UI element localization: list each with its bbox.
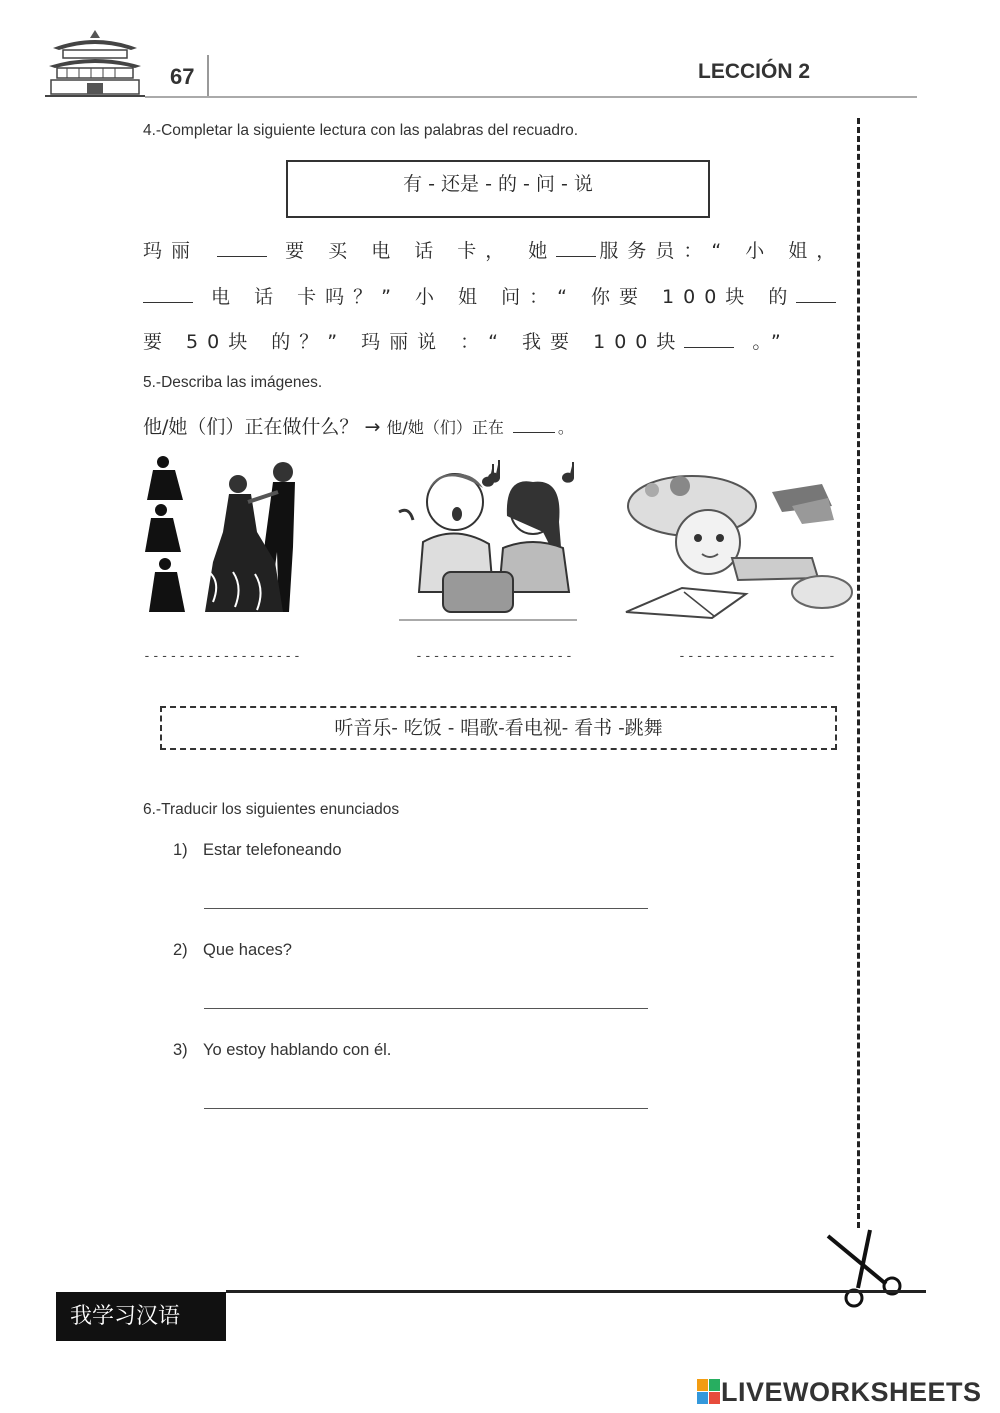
temple-icon xyxy=(45,28,145,100)
cut-line xyxy=(857,118,860,1228)
translate-item-2 xyxy=(173,941,292,960)
reading-text: 服务员：“ 小 姐， xyxy=(599,240,845,262)
footer-label: 我学习汉语 xyxy=(56,1292,226,1341)
dancing-couple-image xyxy=(143,452,313,622)
item-number: 3) xyxy=(173,1041,188,1059)
reading-text: 。” xyxy=(752,331,790,353)
blank-4[interactable] xyxy=(796,301,836,303)
translate-item-3 xyxy=(173,1041,391,1060)
reading-text: 要 50块 的？” 玛丽说 ：“ 我要 100块 xyxy=(143,331,685,353)
prompt-blank xyxy=(513,431,555,433)
prompt-end: 。 xyxy=(557,418,574,437)
q4-title: 4.-Completar la siguiente lectura con las palabras del recuadro. xyxy=(143,122,579,139)
item-text: Que haces? xyxy=(203,941,292,959)
prompt-question: 他/她（们）正在做什么？ xyxy=(143,416,359,438)
answer-line-3[interactable] xyxy=(204,1108,648,1109)
scissors-icon xyxy=(818,1228,908,1308)
blank-3[interactable] xyxy=(143,301,193,303)
header-rule xyxy=(145,96,917,98)
q5-title: 5.-Describa las imágenes. xyxy=(143,374,323,391)
lesson-title: LECCIÓN 2 xyxy=(698,60,811,83)
activities-box: 听音乐- 吃饭 - 唱歌-看电视- 看书 -跳舞 xyxy=(160,706,837,750)
answer-dash-3[interactable]: ------------------ xyxy=(678,649,837,664)
answer-dash-1[interactable]: ------------------ xyxy=(143,649,302,664)
reading-line-1 xyxy=(143,236,844,263)
blank-1[interactable] xyxy=(217,255,267,257)
header-divider xyxy=(207,55,209,97)
translate-item-1 xyxy=(173,841,342,860)
answer-line-1[interactable] xyxy=(204,908,648,909)
brand-text: LIVEWORKSHEETS xyxy=(721,1376,982,1407)
page-number: 67 xyxy=(170,64,195,89)
liveworksheets-logo xyxy=(697,1378,982,1406)
reading-text: 要 买 电 话 卡， 她 xyxy=(285,240,557,262)
prompt-answer-start: 他/她（们）正在 xyxy=(386,418,504,437)
item-text: Estar telefoneando xyxy=(203,841,342,859)
reading-text: 玛丽 xyxy=(143,240,200,262)
reading-line-3 xyxy=(143,327,790,354)
answer-dash-2[interactable]: ------------------ xyxy=(415,649,574,664)
singing-children-image xyxy=(393,452,583,622)
reading-text: 电 话 卡吗？” 小 姐 问：“ 你要 100块 的 xyxy=(211,286,797,308)
item-text: Yo estoy hablando con él. xyxy=(203,1041,392,1059)
blank-2[interactable] xyxy=(556,255,596,257)
answer-line-2[interactable] xyxy=(204,1008,648,1009)
q6-title: 6.-Traducir los siguientes enunciados xyxy=(143,801,400,818)
arrow-icon: → xyxy=(364,416,381,438)
girl-reading-image xyxy=(622,462,858,622)
blank-5[interactable] xyxy=(684,346,734,348)
liveworksheets-icon xyxy=(697,1379,721,1405)
item-number: 2) xyxy=(173,941,188,959)
footer-rule xyxy=(226,1290,926,1293)
item-number: 1) xyxy=(173,841,188,859)
word-bank-box: 有 - 还是 - 的 - 问 - 说 xyxy=(286,160,710,218)
reading-line-2 xyxy=(143,282,839,309)
describe-prompt xyxy=(143,412,574,439)
